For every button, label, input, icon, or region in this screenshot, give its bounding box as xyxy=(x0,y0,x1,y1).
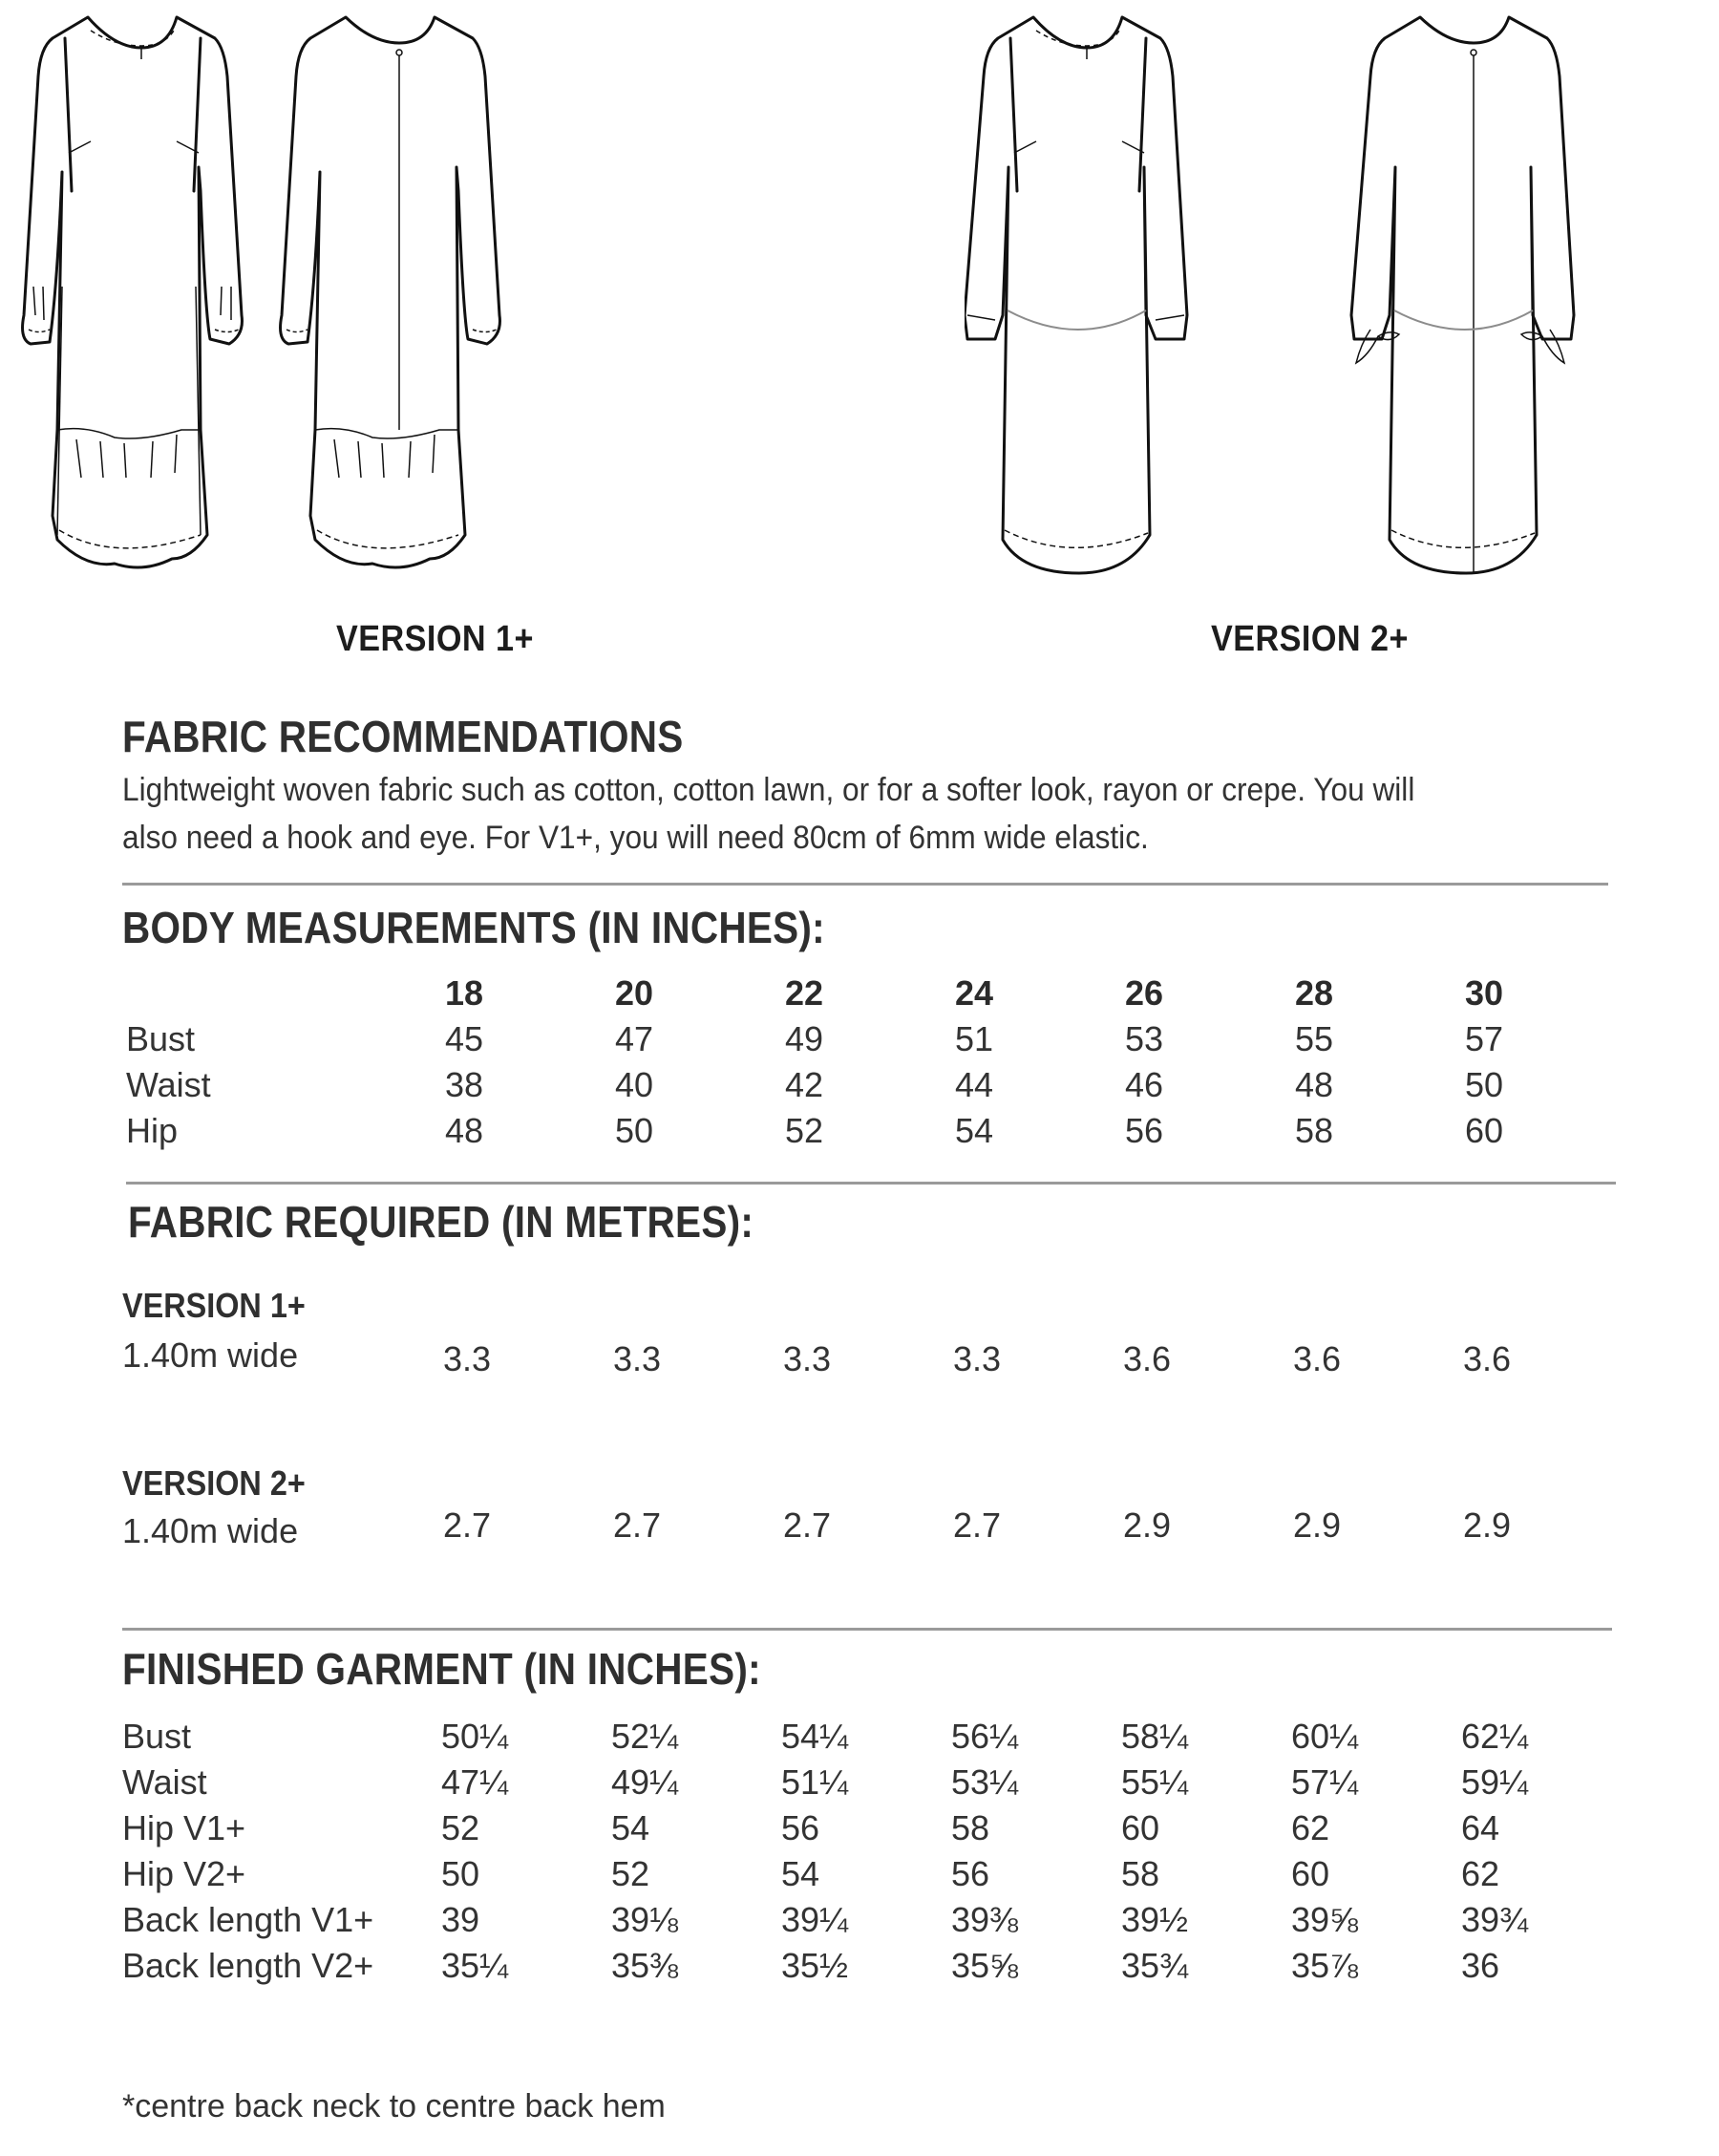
table-row: Waist 38 40 42 44 46 48 50 xyxy=(126,1062,1635,1108)
size-header: 26 xyxy=(1125,973,1164,1013)
finished-garment-heading: FINISHED GARMENT (IN INCHES): xyxy=(122,1644,761,1694)
size-header: 24 xyxy=(955,973,994,1013)
fabric-required-version-2-width: 1.40m wide xyxy=(122,1511,299,1550)
version-1-front-drawing xyxy=(19,0,267,583)
version-1-back-drawing xyxy=(277,0,525,583)
table-row: Back length V1+ 39 39⅛ 39¼ 39⅜ 39½ 39⅝ 39¾ xyxy=(122,1897,1631,1943)
table-row: Waist 47¼ 49¼ 51¼ 53¼ 55¼ 57¼ 59¼ xyxy=(122,1760,1631,1805)
footnote: *centre back neck to centre back hem xyxy=(122,2088,666,2124)
table-row: Hip V1+ 52 54 56 58 60 62 64 xyxy=(122,1805,1631,1851)
row-label: Back length V1+ xyxy=(122,1900,374,1939)
row-label: Back length V2+ xyxy=(122,1946,374,1985)
divider xyxy=(122,883,1608,886)
finished-garment-section xyxy=(122,1643,1612,1695)
version-2-label: VERSION 2+ xyxy=(1211,619,1409,659)
table-row: Hip 48 50 52 54 56 58 60 xyxy=(126,1108,1635,1154)
fabric-required-version-1-values: 3.3 3.3 3.3 3.3 3.6 3.6 3.6 xyxy=(443,1339,1512,1378)
size-header: 22 xyxy=(785,973,824,1013)
table-row: Back length V2+ 35¼ 35⅜ 35½ 35⅝ 35¾ 35⅞ 36 xyxy=(122,1943,1631,1989)
row-label: Hip V1+ xyxy=(122,1808,246,1847)
body-measurements-table xyxy=(126,971,1635,1154)
divider xyxy=(126,1182,1616,1185)
fabric-required-version-1-width: 1.40m wide xyxy=(122,1335,299,1375)
size-header-row xyxy=(126,971,1635,1016)
body-measurements-heading: BODY MEASUREMENTS (IN INCHES): xyxy=(122,903,825,952)
row-label: Bust xyxy=(122,1717,192,1756)
row-label: Hip V2+ xyxy=(122,1854,246,1893)
fabric-recommendations-section xyxy=(122,711,1612,862)
divider xyxy=(122,1628,1612,1631)
finished-garment-table xyxy=(122,1714,1631,1989)
size-header: 18 xyxy=(445,973,484,1013)
version-2-back-drawing xyxy=(1332,0,1619,583)
row-label: Hip xyxy=(126,1111,179,1150)
row-label: Bust xyxy=(126,1019,196,1058)
version-2-front-drawing xyxy=(965,0,1213,583)
garment-illustrations xyxy=(0,0,1719,592)
size-header: 28 xyxy=(1295,973,1334,1013)
table-row: Bust 50¼ 52¼ 54¼ 56¼ 58¼ 60¼ 62¼ xyxy=(122,1714,1631,1760)
row-label: Waist xyxy=(126,1065,211,1104)
fabric-required-version-2-values: 2.7 2.7 2.7 2.7 2.9 2.9 2.9 xyxy=(443,1505,1512,1545)
row-label: Waist xyxy=(122,1762,207,1802)
fabric-required-version-1-label: VERSION 1+ xyxy=(122,1286,306,1325)
fabric-recommendations-heading: FABRIC RECOMMENDATIONS xyxy=(122,712,684,761)
table-row: Bust 45 47 49 51 53 55 57 xyxy=(126,1016,1635,1062)
fabric-recommendations-line-1: Lightweight woven fabric such as cotton, cotton lawn, or for a softer look, rayon or crepe. You will xyxy=(122,772,1415,808)
body-measurements-section xyxy=(122,902,1612,953)
fabric-recommendations-line-2: also need a hook and eye. For V1+, you will need 80cm of 6mm wide elastic. xyxy=(122,820,1149,856)
table-row: Hip V2+ 50 52 54 56 58 60 62 xyxy=(122,1851,1631,1897)
size-header: 30 xyxy=(1465,973,1504,1013)
sleeve-tie-right xyxy=(1521,330,1564,363)
fabric-required-heading: FABRIC REQUIRED (IN METRES): xyxy=(128,1197,754,1247)
size-header: 20 xyxy=(615,973,654,1013)
version-1-label: VERSION 1+ xyxy=(336,619,534,659)
fabric-required-section xyxy=(122,1196,1612,1248)
fabric-required-version-2-label: VERSION 2+ xyxy=(122,1463,306,1503)
